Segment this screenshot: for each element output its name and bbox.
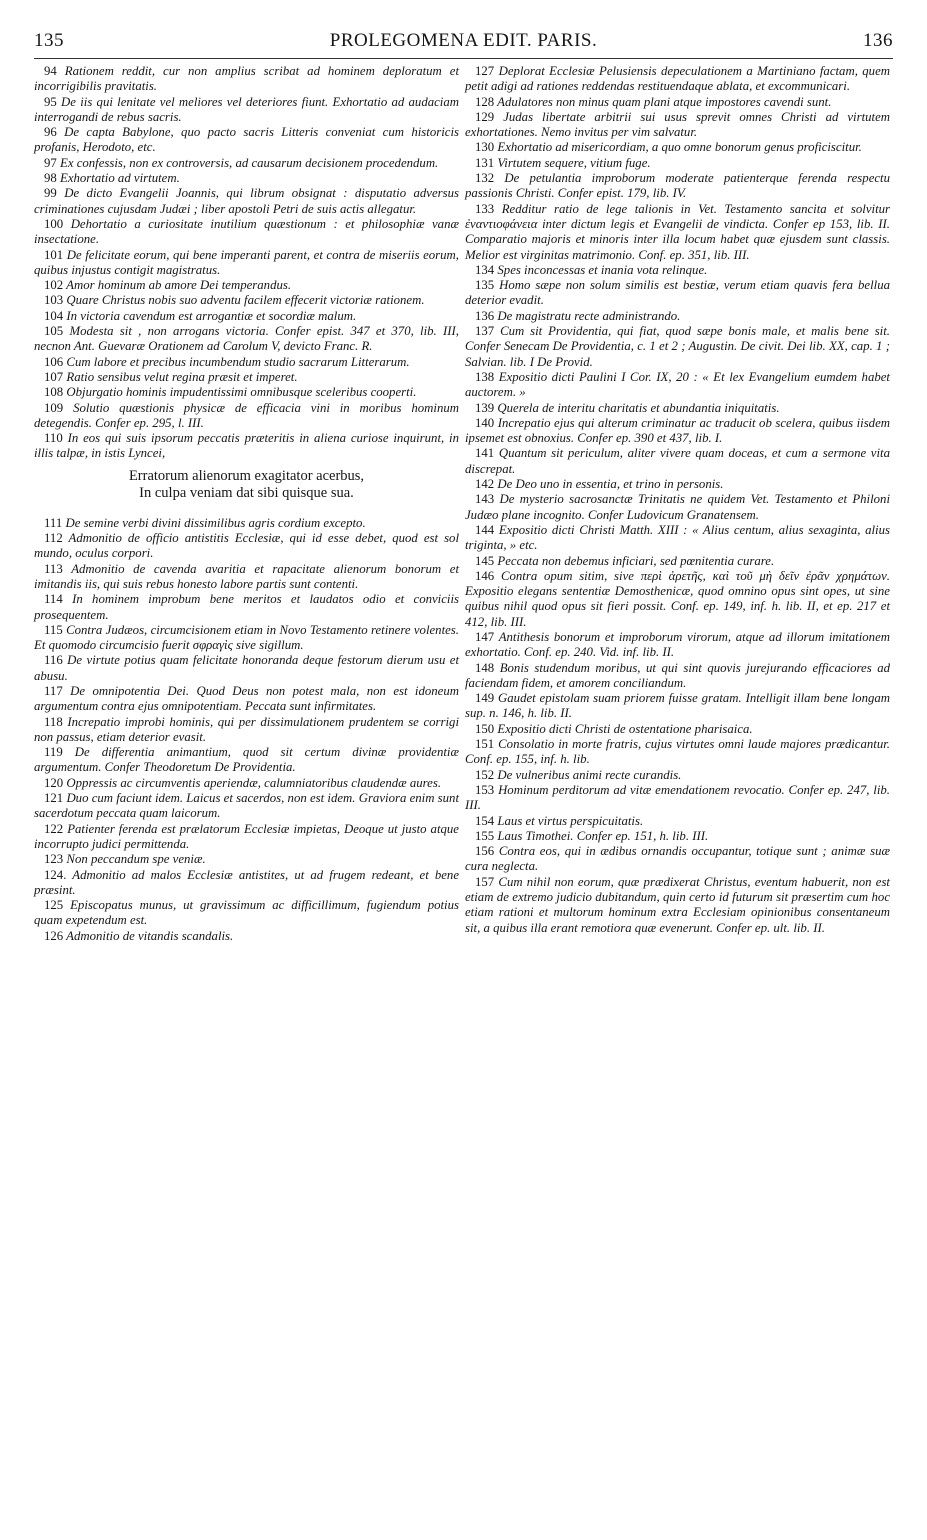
entry-number: 118 [44, 714, 63, 729]
left-entries-a [34, 64, 459, 462]
entry-number: 125 [44, 898, 64, 913]
entry-number: 138 [475, 369, 495, 384]
summary-entry [34, 715, 459, 746]
summary-entry [465, 401, 890, 416]
entry-text: Hominum perditorum ad vitæ emendationem revocatio. Confer ep. 247, lib. III. [465, 782, 891, 813]
summary-entry [465, 554, 890, 569]
summary-entry [465, 737, 890, 768]
summary-entry [34, 186, 459, 217]
entry-number: 124. [44, 867, 67, 882]
summary-entry [34, 64, 459, 95]
summary-entry [465, 446, 890, 477]
entry-number: 133 [475, 201, 495, 216]
entry-text: Gaudet epistolam suam priorem fuisse gratam. Intelligit illam bene longam sup. n. 146, h. lib. II. [465, 691, 891, 721]
summary-entry [34, 248, 459, 279]
entry-number: 149 [475, 691, 495, 706]
entry-text: De petulantia improborum moderate patienterque ferenda respectu passionis Christi. Confer epist. 179, lib. IV. [465, 171, 891, 201]
summary-entry [465, 722, 890, 737]
entry-text: De magistratu recte administrando. [497, 308, 681, 323]
entry-text: Judas libertate arbitrii sui usus sprevit omnes Christi ad virtutem exhortationes. Nemo invitus per vim salvatur. [465, 109, 891, 140]
summary-entry [465, 370, 890, 401]
entry-number: 96 [44, 125, 57, 140]
entry-text: De Deo uno in essentia, et trino in personis. [497, 477, 724, 492]
summary-entry [465, 477, 890, 492]
entry-number: 152 [475, 767, 495, 782]
summary-entry [465, 783, 890, 814]
entry-text: Admonitio ad malos Ecclesiæ antistites, ut ad frugem redeant, et bene præsint. [34, 867, 460, 897]
entry-text: In hominem improbum bene meritos et laudatos odio et conviciis prosequentem. [34, 592, 459, 622]
entry-number: 144 [475, 522, 495, 537]
entry-text: Contra Judæos, circumcisionem etiam in Novo Testamento retinere volentes. Et quomodo circumcisio fuerit σφραγὶς sive sigillum. [34, 622, 459, 653]
summary-entry [34, 868, 459, 899]
page-number-left: 135 [34, 30, 64, 51]
summary-entry [34, 324, 459, 355]
entry-text: Exhortatio ad virtutem. [60, 171, 180, 186]
entry-number: 106 [44, 354, 64, 369]
summary-entry [34, 822, 459, 853]
summary-entry [465, 171, 890, 202]
entry-text: De dicto Evangelii Joannis, qui librum obsignat : disputatio adversus criminationes cujusdam Judæi ; liber apostoli Petri de suis actis allegatur. [34, 186, 459, 216]
summary-entry [34, 385, 459, 400]
summary-entry [465, 64, 890, 95]
entry-number: 95 [44, 94, 57, 109]
entry-number: 119 [44, 745, 63, 760]
entry-text: Non peccandum spe veniæ. [66, 852, 206, 867]
entry-text: Expositio dicti Christi Matth. XIII : « Alius centum, alius sexaginta, alius triginta, » etc. [465, 522, 890, 553]
summary-entry [34, 562, 459, 593]
entry-text: Rationem reddit, cur non amplius scribat ad hominem deploratum et incorrigibilis pravitatis. [34, 64, 459, 94]
entry-text: Oppressis ac circumventis aperiendæ, calumniatoribus claudendæ aures. [66, 775, 442, 790]
entry-number: 151 [475, 737, 495, 752]
entry-number: 130 [475, 140, 495, 155]
summary-entry [34, 309, 459, 324]
entry-number: 143 [475, 492, 495, 507]
entry-text: Dehortatio a curiositate inutilium quæstionum : et philosophiæ vanæ insectatione. [34, 216, 459, 247]
summary-entry [465, 844, 890, 875]
summary-entry [34, 95, 459, 126]
summary-entry [465, 661, 890, 692]
entry-text: Bonis studendum moribus, ut qui sint quovis jurejurando efficaciores ad faciendam fidem, et amorem conciliandum. [465, 660, 890, 690]
summary-entry [34, 125, 459, 156]
entry-text: Deplorat Ecclesiæ Pelusiensis depeculationem a Martiniano factam, quem petit adigi ad rationes reddendas restituendaque ablata, et excommunicari. [465, 64, 890, 94]
left-column [34, 64, 459, 944]
entry-number: 129 [475, 109, 495, 124]
entry-text: Admonitio de vitandis scandalis. [66, 928, 234, 943]
entry-number: 135 [475, 278, 495, 293]
summary-entry [34, 431, 459, 462]
entry-number: 145 [475, 553, 495, 568]
entry-number: 136 [475, 308, 495, 323]
entry-text: Contra opum sitim, sive περὶ ἀρετῆς, καὶ τοῦ μὴ δεῖν ἐρᾶν χρημάτων. Expositio elegans sententiæ Demosthenicæ, quod omnino opus sint opes, ut sine quibus nihil quod opus sit fieri possit. Conf. ep. 149, inf. h. lib. II, et ep. 217 et 412, lib. III. [465, 568, 890, 629]
summary-entry [465, 875, 890, 936]
summary-entry [465, 691, 890, 722]
entry-number: 131 [475, 155, 495, 170]
entry-text: Spes inconcessas et inania vota relinque. [497, 262, 708, 277]
entry-number: 148 [475, 660, 495, 675]
entry-number: 156 [475, 844, 495, 859]
entry-number: 108 [44, 385, 64, 400]
summary-entry [34, 852, 459, 867]
entry-number: 142 [475, 477, 495, 492]
entry-text: De iis qui lenitate vel meliores vel deteriores fiunt. Exhortatio ad audaciam interrogandi de rebus sacris. [34, 94, 459, 124]
verse-couplet [34, 468, 459, 502]
summary-entry [34, 623, 459, 654]
entry-text: Admonitio de officio antistitis Ecclesiæ, qui id esse debet, quod est sol mundo, oculus corpori. [34, 531, 460, 561]
summary-entry [34, 592, 459, 623]
summary-entry [34, 355, 459, 370]
right-column [465, 64, 890, 936]
entry-number: 155 [475, 828, 495, 843]
entry-number: 122 [44, 821, 64, 836]
entry-number: 127 [475, 64, 495, 78]
entry-number: 102 [44, 278, 64, 293]
entry-text: De capta Babylone, quo pacto sacris Litteris conveniat cum historicis profanis, Herodoto, etc. [34, 125, 459, 155]
entry-number: 114 [44, 592, 63, 607]
header-rule [34, 58, 893, 59]
entry-number: 117 [44, 683, 63, 698]
entry-number: 107 [44, 369, 64, 384]
entry-text: Exhortatio ad misericordiam, a quo omne bonorum genus proficiscitur. [497, 140, 862, 155]
entry-number: 157 [475, 874, 495, 889]
entry-number: 103 [44, 293, 64, 308]
entry-text: Quantum sit periculum, aliter vivere quam doceas, et cum a sermone vita discrepat. [465, 446, 890, 476]
entry-text: In victoria cavendum est arrogantiæ et socordiæ malum. [66, 308, 357, 323]
summary-entry [34, 929, 459, 944]
verse-spacer [34, 506, 459, 516]
summary-entry [465, 416, 890, 447]
entry-number: 116 [44, 653, 63, 668]
summary-entry [465, 569, 890, 630]
entry-text: Contra eos, qui in ædibus ornandis occupantur, totique sunt ; animæ suæ cura neglecta. [465, 844, 890, 874]
entry-text: Ex confessis, non ex controversis, ad causarum decisionem procedendum. [60, 155, 439, 170]
summary-entry [34, 531, 459, 562]
entry-text: Increpatio improbi hominis, qui per dissimulationem prudentem se corrigi non passus, etiam deterior evasit. [34, 714, 459, 744]
summary-entry [465, 202, 890, 263]
right-entries [465, 64, 890, 936]
verse-line-1: Erratorum alienorum exagitator acerbus, [128, 467, 365, 484]
entry-number: 140 [475, 415, 495, 430]
entry-number: 150 [475, 721, 495, 736]
entry-number: 141 [475, 446, 495, 461]
entry-text: Admonitio de cavenda avaritia et rapacitate alienorum bonorum et imitandis iis, qui suis rebus honesto labore partis sunt contenti. [34, 561, 460, 591]
entry-text: Expositio dicti Paulini I Cor. IX, 20 : « Et lex Evangelium eumdem habet auctorem. » [465, 369, 890, 400]
summary-entry [465, 110, 890, 141]
entry-number: 123 [44, 852, 64, 867]
entry-number: 109 [44, 400, 64, 415]
entry-text: Querela de interitu charitatis et abundantia iniquitatis. [497, 400, 780, 415]
summary-entry [465, 309, 890, 324]
summary-entry [34, 156, 459, 171]
summary-entry [465, 263, 890, 278]
entry-number: 105 [44, 324, 64, 339]
entry-text: Quare Christus nobis suo adventu facilem effecerit victoriæ rationem. [66, 293, 425, 308]
entry-text: Modesta sit , non arrogans victoria. Confer epist. 347 et 370, lib. III, necnon Ant. Guevaræ Orationem ad Carolum V, devicto Franc. R. [34, 324, 459, 354]
summary-entry [465, 492, 890, 523]
entry-text: Peccata non debemus inficiari, sed pœnitentia curare. [497, 553, 775, 568]
entry-number: 147 [475, 629, 495, 644]
entry-number: 110 [44, 431, 63, 446]
entry-text: Consolatio in morte fratris, cujus virtutes omni laude majores prædicantur. Conf. ep. 155, inf. h. lib. [465, 737, 890, 767]
entry-text: Cum sit Providentia, qui fiat, quod sæpe bonis male, et malis bene sit. Confer Senecam De Providentia, c. 1 et 2 ; Augustin. De civit. Dei lib. XX, cap. 1 ; Salvian. lib. I De Provid. [465, 324, 890, 369]
summary-entry [34, 516, 459, 531]
summary-entry [34, 898, 459, 929]
entry-number: 153 [475, 782, 495, 797]
page-number-right: 136 [863, 30, 893, 51]
entry-text: De mysterio sacrosanctæ Trinitatis ne quidem Vet. Testamento et Philoni Judæo plane incognito. Confer Ludovicum Granatensem. [465, 492, 890, 522]
entry-text: Increpatio ejus qui alterum criminatur ac traducit ob scelera, quibus iisdem ipsemet est obnoxius. Confer ep. 390 et 437, lib. I. [465, 415, 891, 446]
entry-text: Solutio quæstionis physicæ de efficacia vini in moribus hominum detegendis. Confer ep. 295, l. III. [34, 400, 459, 430]
entry-text: Cum labore et precibus incumbendum studio sacrarum Litterarum. [66, 354, 410, 369]
summary-entry [34, 293, 459, 308]
entry-text: Laus Timothei. Confer ep. 151, h. lib. III. [497, 828, 709, 843]
entry-text: Laus et virtus perspicuitatis. [497, 813, 644, 828]
entry-number: 100 [44, 216, 64, 231]
summary-entry [34, 401, 459, 432]
entry-text: Redditur ratio de lege talionis in Vet. Testamento sancita et solvitur ἐναντιοφάνεια inter dictum legis et Evangelii de vindicta. Confer ep 153, lib. II. Comparatio majoris et minoris inter illa locum habet quæ ejusdem sunt classis. Melior est virginitas matrimonio. Conf. ep. 351, lib. III. [465, 201, 891, 262]
entry-number: 115 [44, 622, 63, 637]
entry-number: 146 [475, 568, 495, 583]
entry-number: 94 [44, 64, 57, 78]
summary-entry [34, 745, 459, 776]
left-entries-b [34, 516, 459, 944]
summary-entry [34, 653, 459, 684]
summary-entry [34, 684, 459, 715]
summary-entry [34, 370, 459, 385]
entry-text: Episcopatus munus, ut gravissimum ac difficillimum, fugiendum potius quam expetendum est. [34, 898, 459, 928]
summary-entry [465, 278, 890, 309]
entry-text: De virtute potius quam felicitate honoranda deque festorum dierum usu et abusu. [34, 653, 460, 683]
summary-entry [34, 791, 459, 822]
entry-number: 139 [475, 400, 495, 415]
summary-entry [465, 140, 890, 155]
entry-number: 128 [475, 94, 495, 109]
entry-text: Patienter ferenda est prælatorum Ecclesiæ impietas, Deoque ut justo atque incorrupto judici permittenda. [34, 821, 459, 851]
entry-number: 104 [44, 308, 64, 323]
entry-text: Cum nihil non eorum, quæ prædixerat Christus, eventum habuerit, non est etiam de extremo judicio dubitandum, quin certo id futurum sit præsertim cum hoc etiam rationi et multorum hominum extra Ecclesiam opinionibus consentaneum sit, a quibus illa erant remotiora quæ evenerunt. Confer ep. ult. lib. II. [465, 874, 890, 935]
entry-number: 154 [475, 813, 495, 828]
summary-entry [34, 776, 459, 791]
entry-number: 98 [44, 171, 57, 186]
summary-entry [465, 156, 890, 171]
entry-number: 113 [44, 561, 63, 576]
entry-number: 111 [44, 515, 63, 530]
entry-text: De omnipotentia Dei. Quod Deus non potest mala, non est idoneum argumentum contra ejus omnipotentiam. Peccata sunt infirmitates. [34, 683, 459, 714]
running-title: PROLEGOMENA EDIT. PARIS. [329, 30, 598, 51]
entry-number: 99 [44, 186, 57, 201]
entry-text: De differentia animantium, quod sit certum divinæ providentiæ argumentum. Confer Theodoretum De Providentia. [34, 745, 460, 775]
summary-entry [465, 630, 890, 661]
entry-text: Objurgatio hominis impudentissimi omnibusque sceleribus cooperti. [66, 385, 417, 400]
entry-number: 134 [475, 262, 495, 277]
entry-number: 132 [475, 171, 495, 186]
entry-number: 126 [44, 928, 64, 943]
summary-entry [34, 278, 459, 293]
entry-text: Ratio sensibus velut regina præsit et imperet. [66, 369, 298, 384]
summary-entry [465, 523, 890, 554]
entry-number: 112 [44, 531, 63, 546]
summary-entry [465, 814, 890, 829]
entry-text: De semine verbi divini dissimilibus agris cordium excepto. [65, 515, 366, 530]
entry-number: 137 [475, 324, 495, 339]
entry-text: De vulneribus animi recte curandis. [497, 767, 682, 782]
summary-entry [465, 95, 890, 110]
entry-text: De felicitate eorum, qui bene imperanti parent, et contra de miseriis eorum, quibus injustus contigit magistratus. [34, 247, 459, 277]
entry-text: Duo cum faciunt idem. Laicus et sacerdos, non est idem. Graviora enim sunt sacerdotum peccata quam laicorum. [34, 791, 459, 821]
entry-text: Amor hominum ab amore Dei temperandus. [66, 278, 292, 293]
entry-text: Virtutem sequere, vitium fuge. [497, 155, 651, 170]
summary-entry [465, 324, 890, 370]
entry-number: 120 [44, 775, 64, 790]
entry-number: 97 [44, 155, 57, 170]
entry-text: Adulatores non minus quam plani atque impostores cavendi sunt. [497, 94, 832, 109]
entry-text: Homo sæpe non solum similis est bestiæ, verum etiam quavis fera bellua deterior evadit. [465, 278, 890, 308]
entry-text: Antithesis bonorum et improborum virorum, atque ad illorum imitationem exhortatio. Conf. ep. 240. Vid. inf. lib. II. [465, 629, 890, 660]
summary-entry [465, 768, 890, 783]
verse-line-2: In culpa veniam dat sibi quisque sua. [139, 484, 354, 501]
entry-text: Expositio dicti Christi de ostentatione pharisaica. [497, 721, 753, 736]
summary-entry [34, 217, 459, 248]
summary-entry [34, 171, 459, 186]
entry-number: 121 [44, 791, 64, 806]
entry-number: 101 [44, 247, 64, 262]
entry-text: In eos qui suis ipsorum peccatis præteritis in aliena curiose inquirunt, in illis talpæ, in istis Lyncei, [34, 431, 460, 461]
summary-entry [465, 829, 890, 844]
